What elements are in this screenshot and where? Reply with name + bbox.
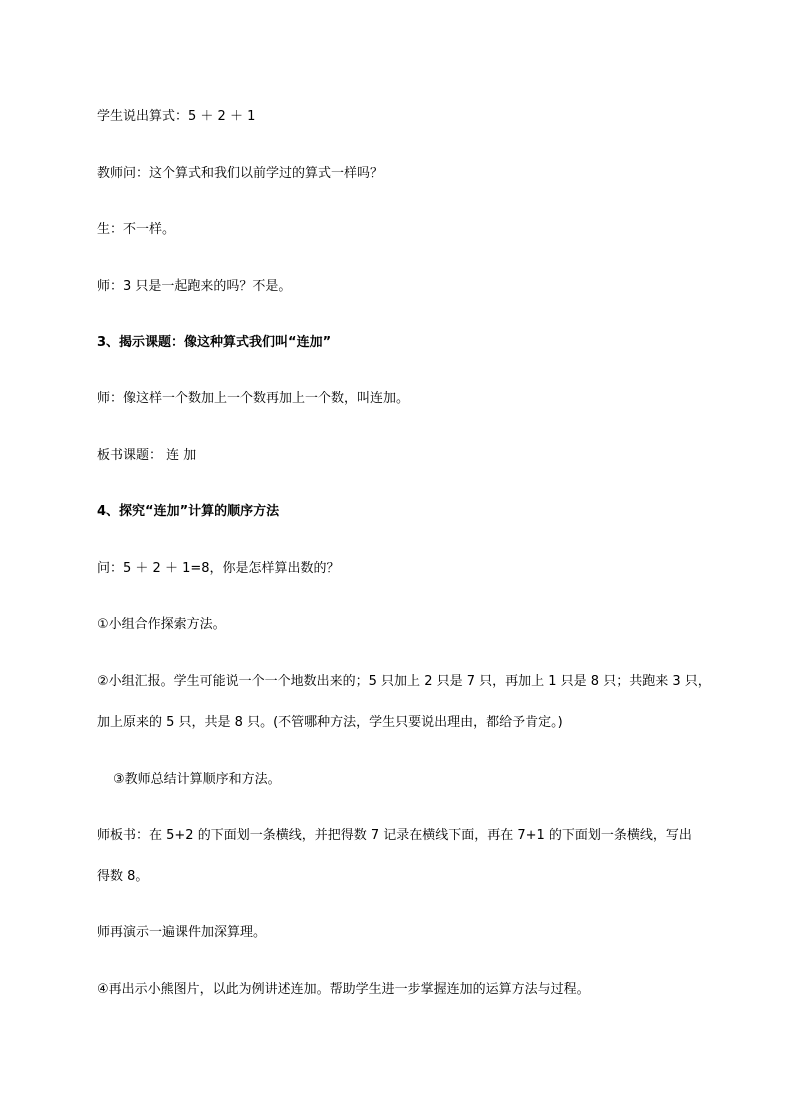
section-heading-4: 4、探究“连加”计算的顺序方法 [97, 504, 280, 519]
paragraph-question: 问：5 ＋ 2 ＋ 1=8，你是怎样算出数的？ [97, 561, 340, 576]
paragraph-step-2-line-2: 加上原来的 5 只，共是 8 只。(不管哪种方法，学生只要说出理由，都给予肯定。) [97, 715, 563, 730]
paragraph-board-line-2: 得数 8。 [97, 869, 149, 884]
paragraph-definition: 师：像这样一个数加上一个数再加上一个数，叫连加。 [97, 391, 410, 406]
paragraph-teacher-question: 教师问：这个算式和我们以前学过的算式一样吗？ [97, 166, 384, 181]
section-heading-3: 3、揭示课题：像这种算式我们叫“连加” [97, 335, 332, 350]
paragraph-student-answer: 生：不一样。 [97, 222, 176, 237]
paragraph-board-title: 板书课题： 连 加 [97, 448, 197, 463]
paragraph-board-line-1: 师板书：在 5+2 的下面划一条横线，并把得数 7 记录在横线下面，再在 7+1 的下面划一条横线，写出 [97, 828, 692, 843]
paragraph-teacher-ask: 师：3 只是一起跑来的吗？不是。 [97, 279, 292, 294]
paragraph-step-3: ③教师总结计算顺序和方法。 [113, 772, 281, 787]
paragraph-step-1: ①小组合作探索方法。 [97, 617, 226, 632]
paragraph-demonstration: 师再演示一遍课件加深算理。 [97, 925, 267, 940]
paragraph-student-expression: 学生说出算式：5 ＋ 2 ＋ 1 [97, 109, 256, 124]
paragraph-step-2-line-1: ②小组汇报。学生可能说一个一个地数出来的；5 只加上 2 只是 7 只，再加上 1 只是 8 只；共跑来 3 只， [97, 674, 711, 689]
paragraph-step-4: ④再出示小熊图片，以此为例讲述连加。帮助学生进一步掌握连加的运算方法与过程。 [97, 982, 590, 997]
